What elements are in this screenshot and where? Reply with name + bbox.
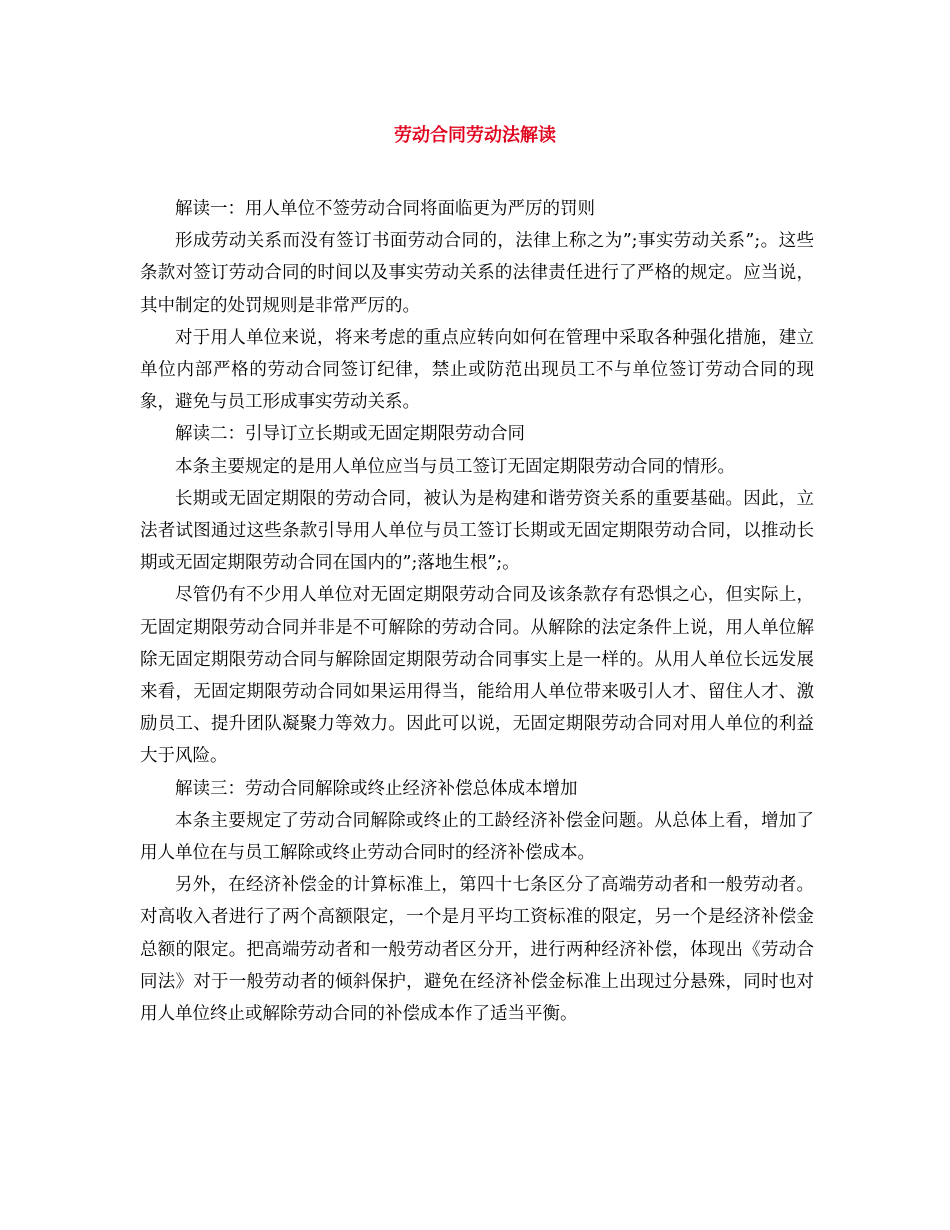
heading-interpretation-2: 解读二：引导订立长期或无固定期限劳动合同 [175, 424, 525, 445]
body-paragraph: 对于用人单位来说，将来考虑的重点应转向如何在管理中采取各种强化措施，建立单位内部严格的劳动合同签订纪律，禁止或防范出现员工不与单位签订劳动合同的现象，避免与员工形成事实劳动关系。 [140, 327, 814, 413]
body-paragraph: 形成劳动关系而没有签订书面劳动合同的，法律上称之为”;事实劳动关系”;。这些条款对签订劳动合同的时间以及事实劳动关系的法律责任进行了严格的规定。应当说，其中制定的处罚规则是非常严厉的。 [140, 231, 814, 316]
body-paragraph: 另外，在经济补偿金的计算标准上，第四十七条区分了高端劳动者和一般劳动者。对高收入者进行了两个高额限定，一个是月平均工资标准的限定，另一个是经济补偿金总额的限定。把高端劳动者和一般劳动者区分开，进行两种经济补偿，体现出《劳动合同法》对于一般劳动者的倾斜保护，避免在经济补偿金标准上出现过分悬殊，同时也对用人单位终止或解除劳动合同的补偿成本作了适当平衡。 [140, 875, 814, 1025]
body-paragraph: 尽管仍有不少用人单位对无固定期限劳动合同及该条款存有恐惧之心，但实际上，无固定期限劳动合同并非是不可解除的劳动合同。从解除的法定条件上说，用人单位解除无固定期限劳动合同与解除固定期限劳动合同事实上是一样的。从用人单位长远发展来看，无固定期限劳动合同如果运用得当，能给用人单位带来吸引人才、留住人才、激励员工、提升团队凝聚力等效力。因此可以说，无固定期限劳动合同对用人单位的利益大于风险。 [140, 585, 814, 767]
document-title: 劳动合同劳动法解读 [394, 125, 556, 146]
body-paragraph: 本条主要规定的是用人单位应当与员工签订无固定期限劳动合同的情形。 [175, 456, 735, 477]
body-paragraph: 本条主要规定了劳动合同解除或终止的工龄经济补偿金问题。从总体上看，增加了用人单位在与员工解除或终止劳动合同时的经济补偿成本。 [140, 810, 814, 864]
body-paragraph: 长期或无固定期限的劳动合同，被认为是构建和谐劳资关系的重要基础。因此，立法者试图通过这些条款引导用人单位与员工签订长期或无固定期限劳动合同，以推动长期或无固定期限劳动合同在国内的”;落地生根”;。 [140, 488, 814, 574]
heading-interpretation-3: 解读三：劳动合同解除或终止经济补偿总体成本增加 [175, 778, 578, 799]
document-body [140, 193, 814, 1030]
heading-interpretation-1: 解读一：用人单位不签劳动合同将面临更为严厉的罚则 [175, 199, 595, 219]
